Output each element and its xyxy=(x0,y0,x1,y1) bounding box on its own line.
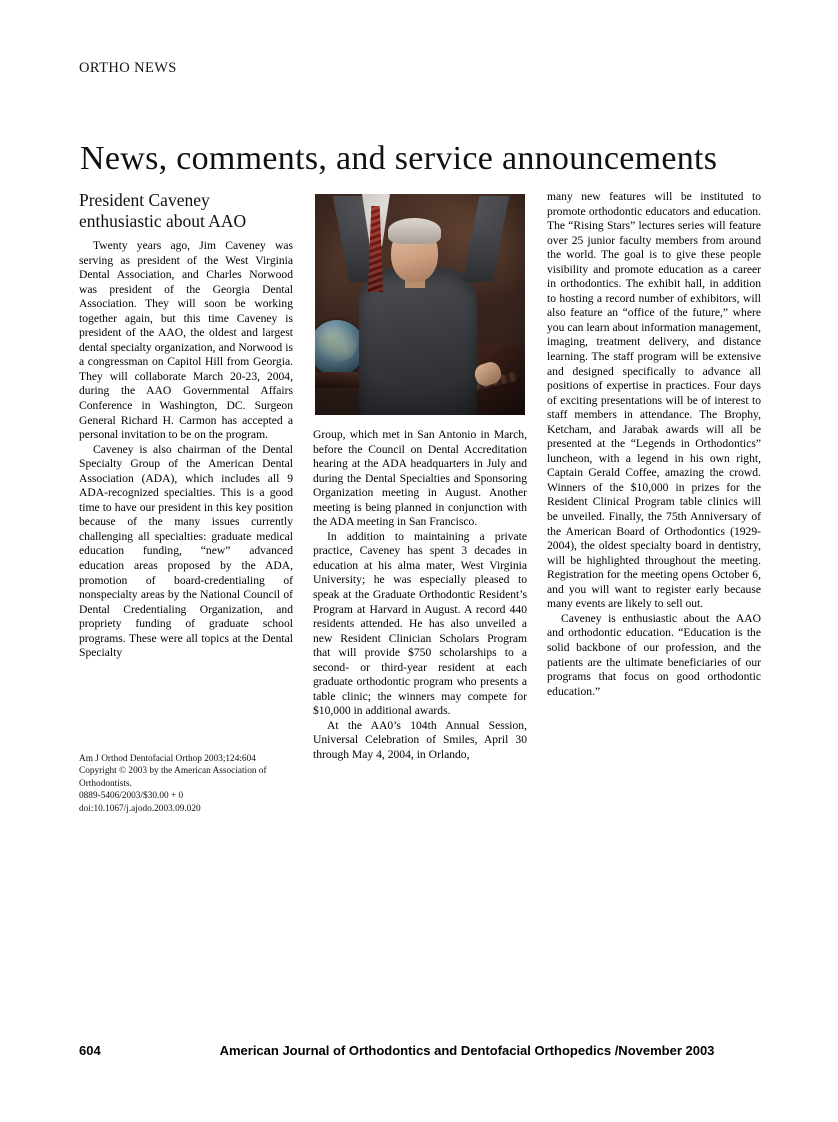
copyright-line-continued: Orthodontists. xyxy=(79,778,132,789)
portrait-photo xyxy=(315,194,525,415)
doi-line: doi:10.1067/j.ajodo.2003.09.020 xyxy=(79,803,201,814)
article-subhead-line2: enthusiastic about AAO xyxy=(79,211,247,231)
column-middle xyxy=(313,428,527,763)
journal-title-footer: American Journal of Orthodontics and Dentofacial Orthopedics /November 2003 xyxy=(219,1043,715,1058)
column-right xyxy=(547,190,761,699)
body-paragraph: Twenty years ago, Jim Caveney was serving as president of the West Virginia Dental Association, and Charles Norwood was president of the Georgia Dental Association. They will soon be working together again, but this time Caveney is president of the AAO, the oldest and largest dental specialty organization, and Norwood is a congressman on Capitol Hill from Georgia. They will collaborate March 20-23, 2004, during the AAO Governmental Affairs Conference in Washington, DC. Surgeon General Richard H. Carmon has accepted a personal invitation to be on the program. xyxy=(79,239,293,442)
article-subhead-line1: President Caveney xyxy=(79,190,210,210)
page-title: News, comments, and service announcements xyxy=(80,139,718,177)
page-number: 604 xyxy=(79,1043,101,1058)
body-paragraph: Caveney is enthusiastic about the AAO and orthodontic education. “Education is the solid backbone of our profession, and the patients are the ultimate beneficiaries of our programs that focus on good orthodontic education.” xyxy=(547,611,761,698)
column-left xyxy=(79,190,293,661)
issn-line: 0889-5406/2003/$30.00 + 0 xyxy=(79,791,184,802)
article-subhead xyxy=(79,190,293,232)
citation-line: Am J Orthod Dentofacial Orthop 2003;124:604 xyxy=(79,754,256,764)
body-paragraph: many new features will be instituted to promote orthodontic educators and education. The “Rising Stars” lectures series will feature over 25 junior faculty members from around the world. The goal is to give these people visibility and promote education as a career in orthodontics. The exhibit hall, in addition to hosting a record number of exhibitors, will also feature an “office of the future,” where you can learn about information management, imaging, treatment delivery, and distance learning. The staff program will be extensive and designed specifically to advance all positions of expertise in practices. Four days of exciting presentations will be of interest to staff members in attendance. The Brophy, Ketcham, and Jarabak awards will all be presented at the “Legends in Orthodontics” luncheon, with a legend in his own right, Captain Gerald Coffee, amazing the crowd. Winners of the $10,000 in prizes for the Resident Clinical Program table clinics will be unveiled. Finally, the 75th Anniversary of the American Board of Orthodontics (1929-2004), the oldest specialty board in dentistry, will be highlighted throughout the meeting. Registration for the meeting opens October 6, and you will want to register early because many events are likely to sell out. xyxy=(547,190,761,611)
photo-vignette xyxy=(315,194,525,415)
running-head: ORTHO NEWS xyxy=(79,60,177,76)
body-paragraph: Caveney is also chairman of the Dental Specialty Group of the American Dental Association (ADA), which includes all 9 ADA-recognized specialties. This is a good time to have our president in this key position because of the many issues currently challenging all specialties: graduate medical education funding, “new” advanced education areas proposed by the ADA, promotion of board-credentialing of nonspecialty areas by the National Council of Dental Credentialing Organization, and propriety funding of graduate school programs. These were all topics at the Dental Specialty xyxy=(79,442,293,660)
copyright-footnote xyxy=(79,753,295,815)
body-paragraph: Group, which met in San Antonio in March, before the Council on Dental Accreditation hearing at the ADA headquarters in July and during the Dental Specialties and Sponsoring Organization meeting in August. Another meeting is being planned in conjunction with the ADA meeting in San Francisco. xyxy=(313,428,527,529)
body-paragraph: At the AA0’s 104th Annual Session, Universal Celebration of Smiles, April 30 through May 4, 2004, in Orlando, xyxy=(313,718,527,762)
page-footer xyxy=(0,1043,838,1063)
body-paragraph: In addition to maintaining a private practice, Caveney has spent 3 decades in education at his alma mater, West Virginia University; he was especially pleased to speak at the Graduate Orthodontic Resident’s Program at Harvard in August. A record 440 residents attended. He has also unveiled a new Resident Clinician Scholars Program that will provide $750 scholarships to a second- or third-year resident at each graduate orthodontic program who presents a table clinic; the winners may compete for $10,000 in additional awards. xyxy=(313,529,527,718)
copyright-line: Copyright © 2003 by the American Association of xyxy=(79,766,267,777)
